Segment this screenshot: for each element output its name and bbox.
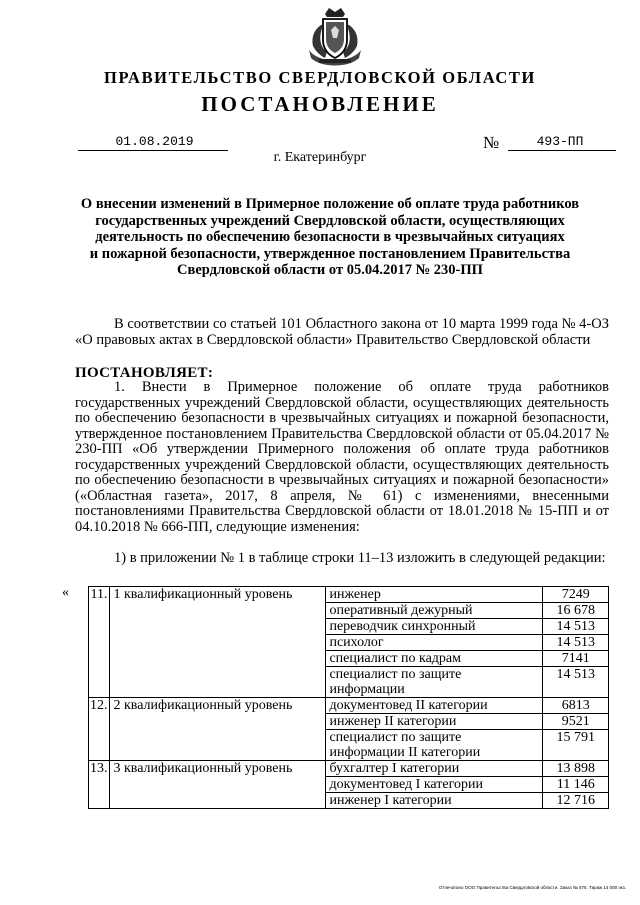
subject-line: деятельность по обеспечению безопасности в чрезвычайных ситуациях	[95, 229, 565, 246]
preamble-paragraph: В соответствии со статьей 101 Областного закона от 10 марта 1999 года № 4-ОЗ «О правовых актах в Свердловской области» Правительство Свердловской области	[75, 316, 609, 348]
salary-value: 7141	[543, 651, 609, 667]
salary-value: 7249	[543, 587, 609, 603]
item-1-paragraph: 1. Внести в Примерное положение об оплате труда работников государственных учреждений Свердловской области, осуществляющих деятельность по обеспечению безопасности в чрезвычайных ситуациях и пожарной безопасности, утвержденное постановлением Правительства Свердловской области от 05.04.2017 № 230-ПП «Об утверждении Примерного положения об оплате труда работников государственных учреждений Свердловской области, осуществляющих деятельность по обеспечению безопасности в чрезвычайных ситуациях и пожарной безопасности» («Областная газета», 2017, 8 апреля, № 61) с изменениями, внесенными постановлениями Правительства Свердловской области от 18.01.2018 № 15-ПП и от 04.10.2018 № 666-ПП, следующие изменения:	[75, 379, 609, 535]
document-number: 493-ПП	[536, 134, 584, 149]
qualification-level: 2 квалификационный уровень	[110, 698, 326, 761]
row-number: 13.	[89, 761, 110, 809]
position-name: специалист по защите информации II категории	[326, 730, 543, 761]
position-name: переводчик синхронный	[326, 619, 543, 635]
subject-line: О внесении изменений в Примерное положение об оплате труда работников	[80, 196, 580, 212]
resolves-heading: ПОСТАНОВЛЯЕТ:	[75, 365, 214, 381]
document-type: ПОСТАНОВЛЕНИЕ	[201, 92, 439, 116]
salary-value: 6813	[543, 698, 609, 714]
salary-value: 11 146	[543, 777, 609, 793]
salary-value: 14 513	[543, 619, 609, 635]
salary-value: 13 898	[543, 761, 609, 777]
document-subject	[60, 196, 600, 279]
table-row	[89, 587, 609, 603]
position-name: инженер II категории	[326, 714, 543, 730]
table-row	[89, 761, 609, 777]
subject-line: и пожарной безопасности, утвержденное постановлением Правительства	[89, 245, 571, 262]
position-name: инженер I категории	[326, 793, 543, 809]
position-name: оперативный дежурный	[326, 603, 543, 619]
government-title: ПРАВИТЕЛЬСТВО СВЕРДЛОВСКОЙ ОБЛАСТИ	[104, 68, 536, 87]
qualification-level: 3 квалификационный уровень	[110, 761, 326, 809]
table-row	[89, 698, 609, 714]
row-number: 11.	[89, 587, 110, 698]
salary-value: 12 716	[543, 793, 609, 809]
row-number: 12.	[89, 698, 110, 761]
salary-table	[88, 586, 609, 809]
position-name: документовед II категории	[326, 698, 543, 714]
city: г. Екатеринбург	[273, 150, 367, 165]
subitem-1-paragraph: 1) в приложении № 1 в таблице строки 11–13 изложить в следующей редакции:	[114, 550, 606, 566]
position-name: документовед I категории	[326, 777, 543, 793]
position-name: инженер	[326, 587, 543, 603]
position-name: психолог	[326, 635, 543, 651]
number-label: №	[483, 133, 500, 152]
document-date: 01.08.2019	[115, 134, 194, 149]
opening-quote-mark: «	[62, 585, 69, 600]
print-footer: Отпечатано ООО Правительства Свердловской области. Заказ № 575. Тираж 14 000 экз.	[438, 885, 626, 890]
position-name: бухгалтер I категории	[326, 761, 543, 777]
position-name: специалист по защите информации	[326, 667, 543, 698]
subject-line: Свердловской области от 05.04.2017 № 230-ПП	[177, 262, 483, 279]
position-name: специалист по кадрам	[326, 651, 543, 667]
salary-value: 9521	[543, 714, 609, 730]
subject-line: государственных учреждений Свердловской области, осуществляющих	[95, 212, 565, 229]
qualification-level: 1 квалификационный уровень	[110, 587, 326, 698]
salary-value: 15 791	[543, 730, 609, 761]
salary-value: 16 678	[543, 603, 609, 619]
salary-value: 14 513	[543, 635, 609, 651]
salary-value: 14 513	[543, 667, 609, 698]
coat-of-arms-emblem	[303, 6, 367, 68]
